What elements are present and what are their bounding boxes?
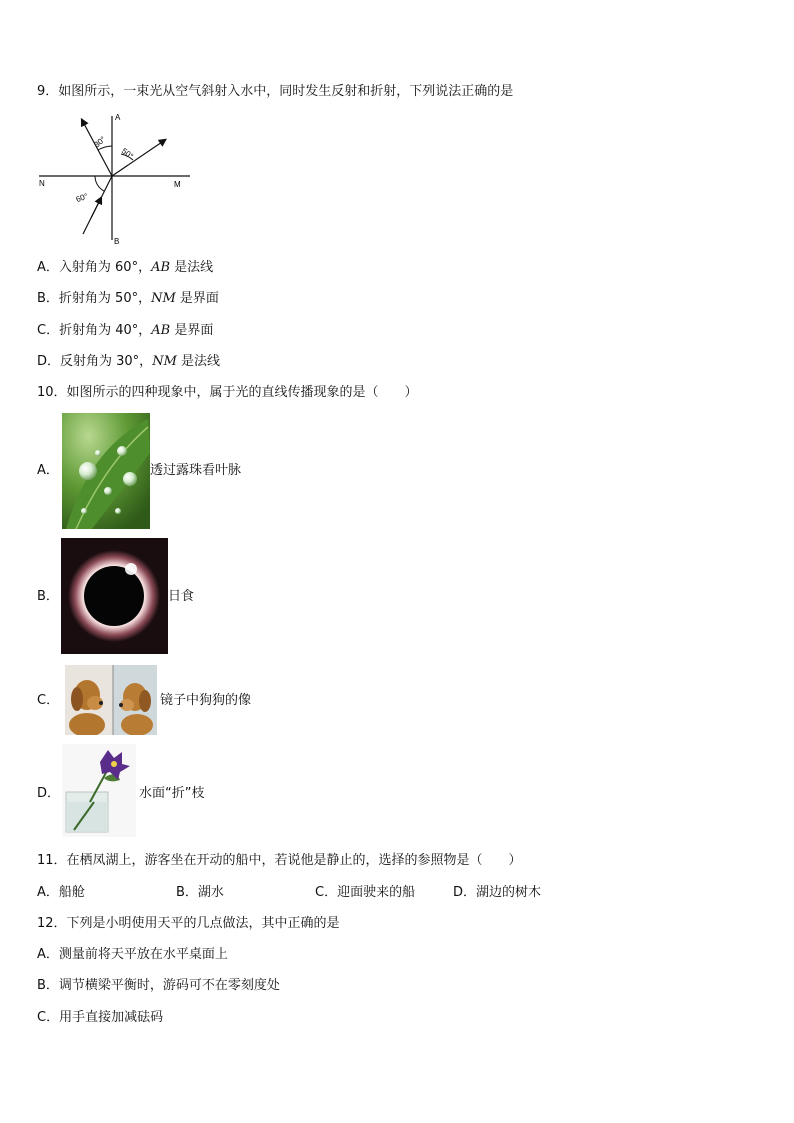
- q11-option-d: D．湖边的树木: [453, 885, 542, 900]
- q10-option-d-letter: D．: [37, 786, 61, 801]
- q12-option-b: B．调节横梁平衡时，游码可不在零刻度处: [37, 978, 280, 993]
- flower-glass-icon: [62, 744, 136, 837]
- label-N: N: [39, 179, 45, 188]
- incident-arrow: [91, 198, 101, 218]
- q12-option-c: C．用手直接加减砝码: [37, 1010, 164, 1025]
- leaf-dewdrop-icon: [62, 413, 150, 529]
- refraction-diagram: [35, 108, 195, 248]
- q9-option-c: C．折射角为 40°，AB 是界面: [37, 323, 214, 338]
- label-angle-60: 60°: [74, 191, 90, 205]
- q12-stem: 12．下列是小明使用天平的几点做法，其中正确的是: [37, 916, 340, 931]
- q10-stem: 10．如图所示的四种现象中，属于光的直线传播现象的是（ ）: [37, 385, 418, 400]
- q9-option-a: A．入射角为 60°，AB 是法线: [37, 260, 214, 275]
- refracted-ray: [112, 140, 165, 176]
- q9-option-d: D．反射角为 30°，NM 是法线: [37, 354, 221, 369]
- q10-option-b-letter: B．: [37, 589, 59, 604]
- label-A: A: [115, 113, 121, 122]
- q10-option-c-letter: C．: [37, 693, 60, 708]
- label-angle-50: 50°: [119, 146, 135, 161]
- dog-mirror-icon: [65, 665, 157, 735]
- q10-option-a-letter: A．: [37, 463, 59, 478]
- q10-option-a-caption: 透过露珠看叶脉: [150, 463, 242, 478]
- label-angle-30: 30°: [92, 134, 108, 150]
- q11-stem: 11．在栖凤湖上，游客坐在开动的船中，若说他是静止的，选择的参照物是（ ）: [37, 853, 522, 868]
- solar-eclipse-icon: [61, 538, 168, 654]
- q9-option-b: B．折射角为 50°，NM 是界面: [37, 291, 219, 306]
- q11-option-a: A．船舱: [37, 885, 85, 900]
- q12-option-a: A．测量前将天平放在水平桌面上: [37, 947, 228, 962]
- q11-option-b: B．湖水: [176, 885, 224, 900]
- angle-arc-60: [95, 176, 104, 191]
- label-B: B: [114, 237, 120, 246]
- q10-option-d-caption: 水面“折”枝: [139, 786, 205, 801]
- q10-option-c-caption: 镜子中狗狗的像: [160, 693, 252, 708]
- label-M: M: [174, 180, 181, 189]
- q11-option-c: C．迎面驶来的船: [315, 885, 416, 900]
- q9-stem: 9．如图所示，一束光从空气斜射入水中，同时发生反射和折射，下列说法正确的是: [37, 84, 514, 99]
- q10-option-b-caption: 日食: [168, 589, 195, 604]
